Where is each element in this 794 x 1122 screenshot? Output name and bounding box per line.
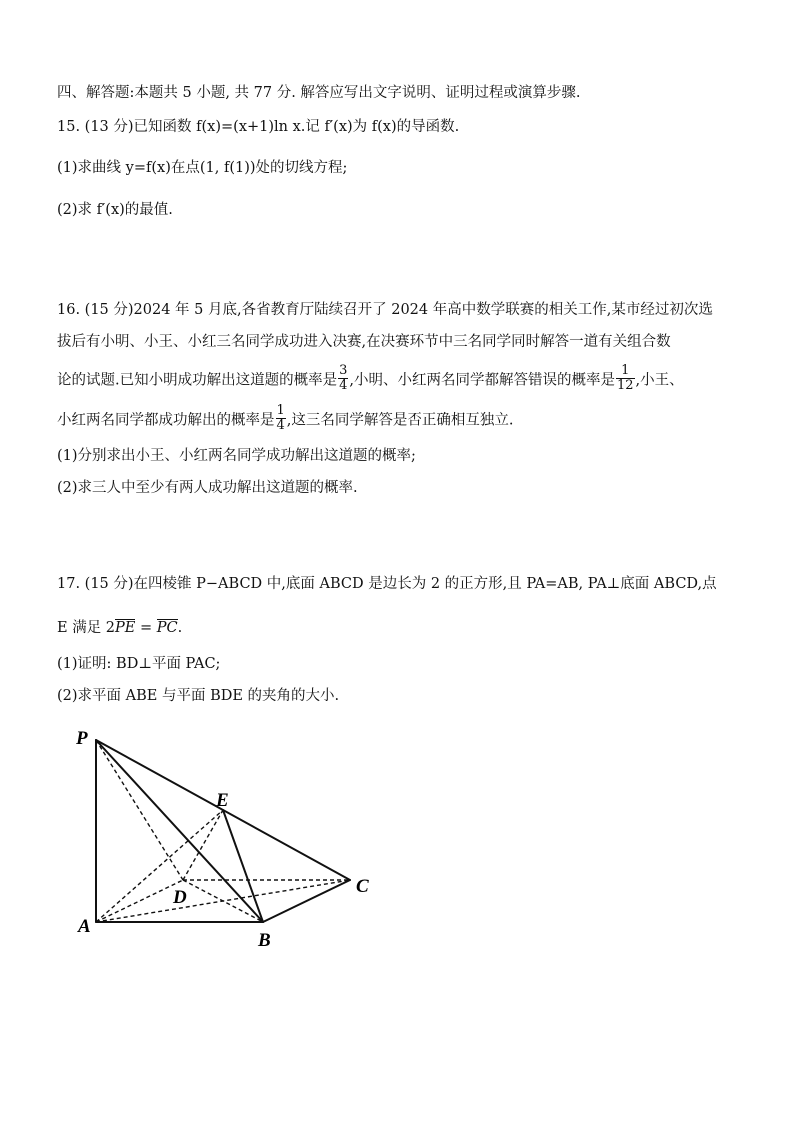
q16-line1: 16. (15 分)2024 年 5 月底,各省教育厅陆续召开了 2024 年高中数学联赛的相关工作,某市经过初次选: [57, 302, 713, 318]
fraction-1-12: [616, 364, 635, 393]
section-heading: 四、解答题:本题共 5 小题, 共 77 分. 解答应写出文字说明、证明过程或演算步骤.: [57, 85, 581, 101]
q16-line4: [57, 403, 514, 435]
q15-part2: (2)求 f′(x)的最值.: [57, 202, 173, 218]
q15-stem: 15. (13 分)已知函数 f(x)=(x+1)ln x.记 f′(x)为 f(x)的导函数.: [57, 119, 460, 135]
q17-line2-text-a: E 满足 2: [57, 620, 116, 636]
pyramid-figure: [60, 722, 400, 962]
fraction-numerator: 1: [616, 364, 635, 379]
q16-part2: (2)求三人中至少有两人成功解出这道题的概率.: [57, 480, 358, 496]
q17-equals: =: [135, 620, 157, 636]
edge-pd: [96, 740, 183, 880]
fraction-numerator: 1: [276, 403, 285, 418]
fraction-denominator: 4: [276, 418, 285, 433]
q16-line4-text-b: ,这三名同学解答是否正确相互独立.: [286, 412, 514, 429]
q16-line3-text-b: ,小明、小红两名同学都解答错误的概率是: [349, 372, 615, 389]
label-d: D: [173, 887, 187, 908]
fraction-3-4: [338, 364, 348, 393]
edge-de: [183, 810, 223, 880]
vector-pc: PC: [156, 620, 178, 636]
edge-eb: [223, 810, 263, 922]
q16-line3-text-a: 论的试题.已知小明成功解出这道题的概率是: [57, 372, 338, 389]
q16-line4-text-a: 小红两名同学都成功解出的概率是: [57, 412, 275, 429]
q16-line3-text-c: ,小王、: [635, 372, 684, 389]
vector-pe: PE: [115, 620, 136, 636]
label-p: P: [76, 728, 88, 749]
q16-line2: 拔后有小明、小王、小红三名同学成功进入决赛,在决赛环节中三名同学同时解答一道有关组合数: [57, 334, 671, 350]
q17-line1: 17. (15 分)在四棱锥 P−ABCD 中,底面 ABCD 是边长为 2 的正方形,且 PA=AB, PA⊥底面 ABCD,点: [57, 576, 717, 592]
q17-part2: (2)求平面 ABE 与平面 BDE 的夹角的大小.: [57, 688, 340, 704]
label-c: C: [356, 876, 369, 897]
solid-edges: [96, 740, 350, 922]
fraction-denominator: 12: [617, 378, 634, 393]
q17-part1: (1)证明: BD⊥平面 PAC;: [57, 656, 221, 672]
label-e: E: [216, 790, 229, 811]
edge-ad: [96, 880, 183, 922]
dashed-edges: [96, 740, 350, 922]
fraction-numerator: 3: [339, 363, 348, 378]
label-a: A: [78, 916, 91, 937]
q17-line2: [57, 618, 182, 638]
q15-part1: (1)求曲线 y=f(x)在点(1, f(1))处的切线方程;: [57, 160, 348, 176]
q17-line2-text-b: .: [177, 620, 183, 636]
q16-part1: (1)分别求出小王、小红两名同学成功解出这道题的概率;: [57, 448, 416, 464]
fraction-denominator: 4: [339, 378, 348, 393]
edge-bc: [263, 880, 350, 922]
label-b: B: [258, 930, 271, 951]
q16-line3: [57, 363, 684, 395]
fraction-1-4: [276, 404, 286, 433]
edge-ae: [96, 810, 223, 922]
